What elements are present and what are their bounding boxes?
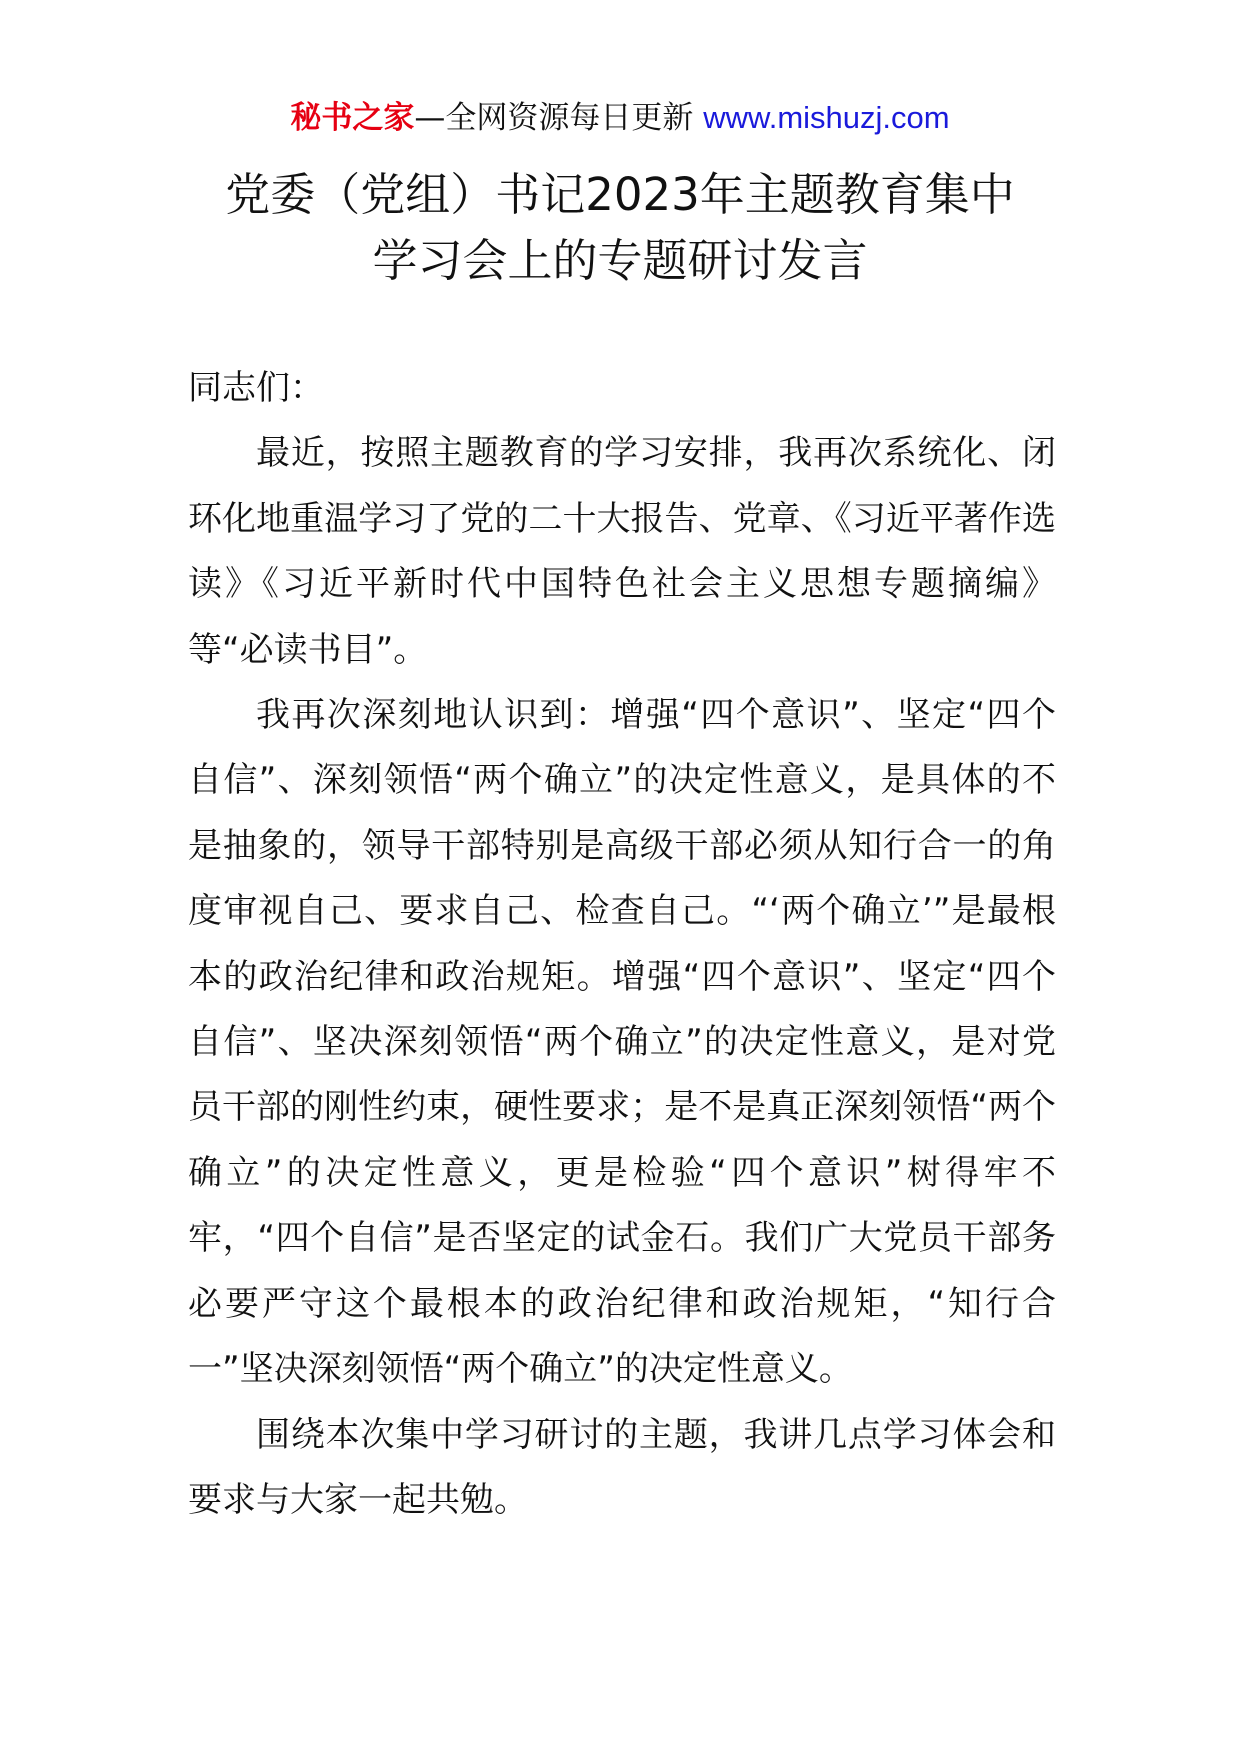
site-url-link[interactable]: www.mishuzj.com bbox=[703, 100, 950, 135]
header-tagline: —全网资源每日更新 bbox=[414, 100, 704, 136]
site-header bbox=[0, 98, 1240, 138]
document-title bbox=[150, 162, 1090, 294]
paragraph-2: 我再次深刻地认识到：增强“四个意识”、坚定“四个自信”、深刻领悟“两个确立”的决定性意义，是具体的不是抽象的，领导干部特别是高级干部必须从知行合一的角度审视自己、要求自己、检查自己。“‘两个确立’”是最根本的政治纪律和政治规矩。增强“四个意识”、坚定“四个自信”、坚决深刻领悟“两个确立”的决定性意义，是对党员干部的刚性约束，硬性要求；是不是真正深刻领悟“两个确立”的决定性意义，更是检验“四个意识”树得牢不牢，“四个自信”是否坚定的试金石。我们广大党员干部务必要严守这个最根本的政治纪律和政治规矩，“知行合一”坚决深刻领悟“两个确立”的决定性意义。 bbox=[188, 695, 1056, 1390]
salutation: 同志们： bbox=[188, 368, 324, 408]
title-line-1: 党委（党组）书记2023年主题教育集中 bbox=[225, 168, 1015, 221]
title-line-2: 学习会上的专题研讨发言 bbox=[372, 234, 868, 287]
document-body bbox=[188, 356, 1056, 1533]
paragraph-1: 最近，按照主题教育的学习安排，我再次系统化、闭环化地重温学习了党的二十大报告、党章、《习近平著作选读》《习近平新时代中国特色社会主义思想专题摘编》等“必读书目”。 bbox=[188, 433, 1056, 670]
brand-name: 秘书之家 bbox=[290, 100, 415, 136]
paragraph-3: 围绕本次集中学习研讨的主题，我讲几点学习体会和要求与大家一起共勉。 bbox=[188, 1414, 1056, 1520]
